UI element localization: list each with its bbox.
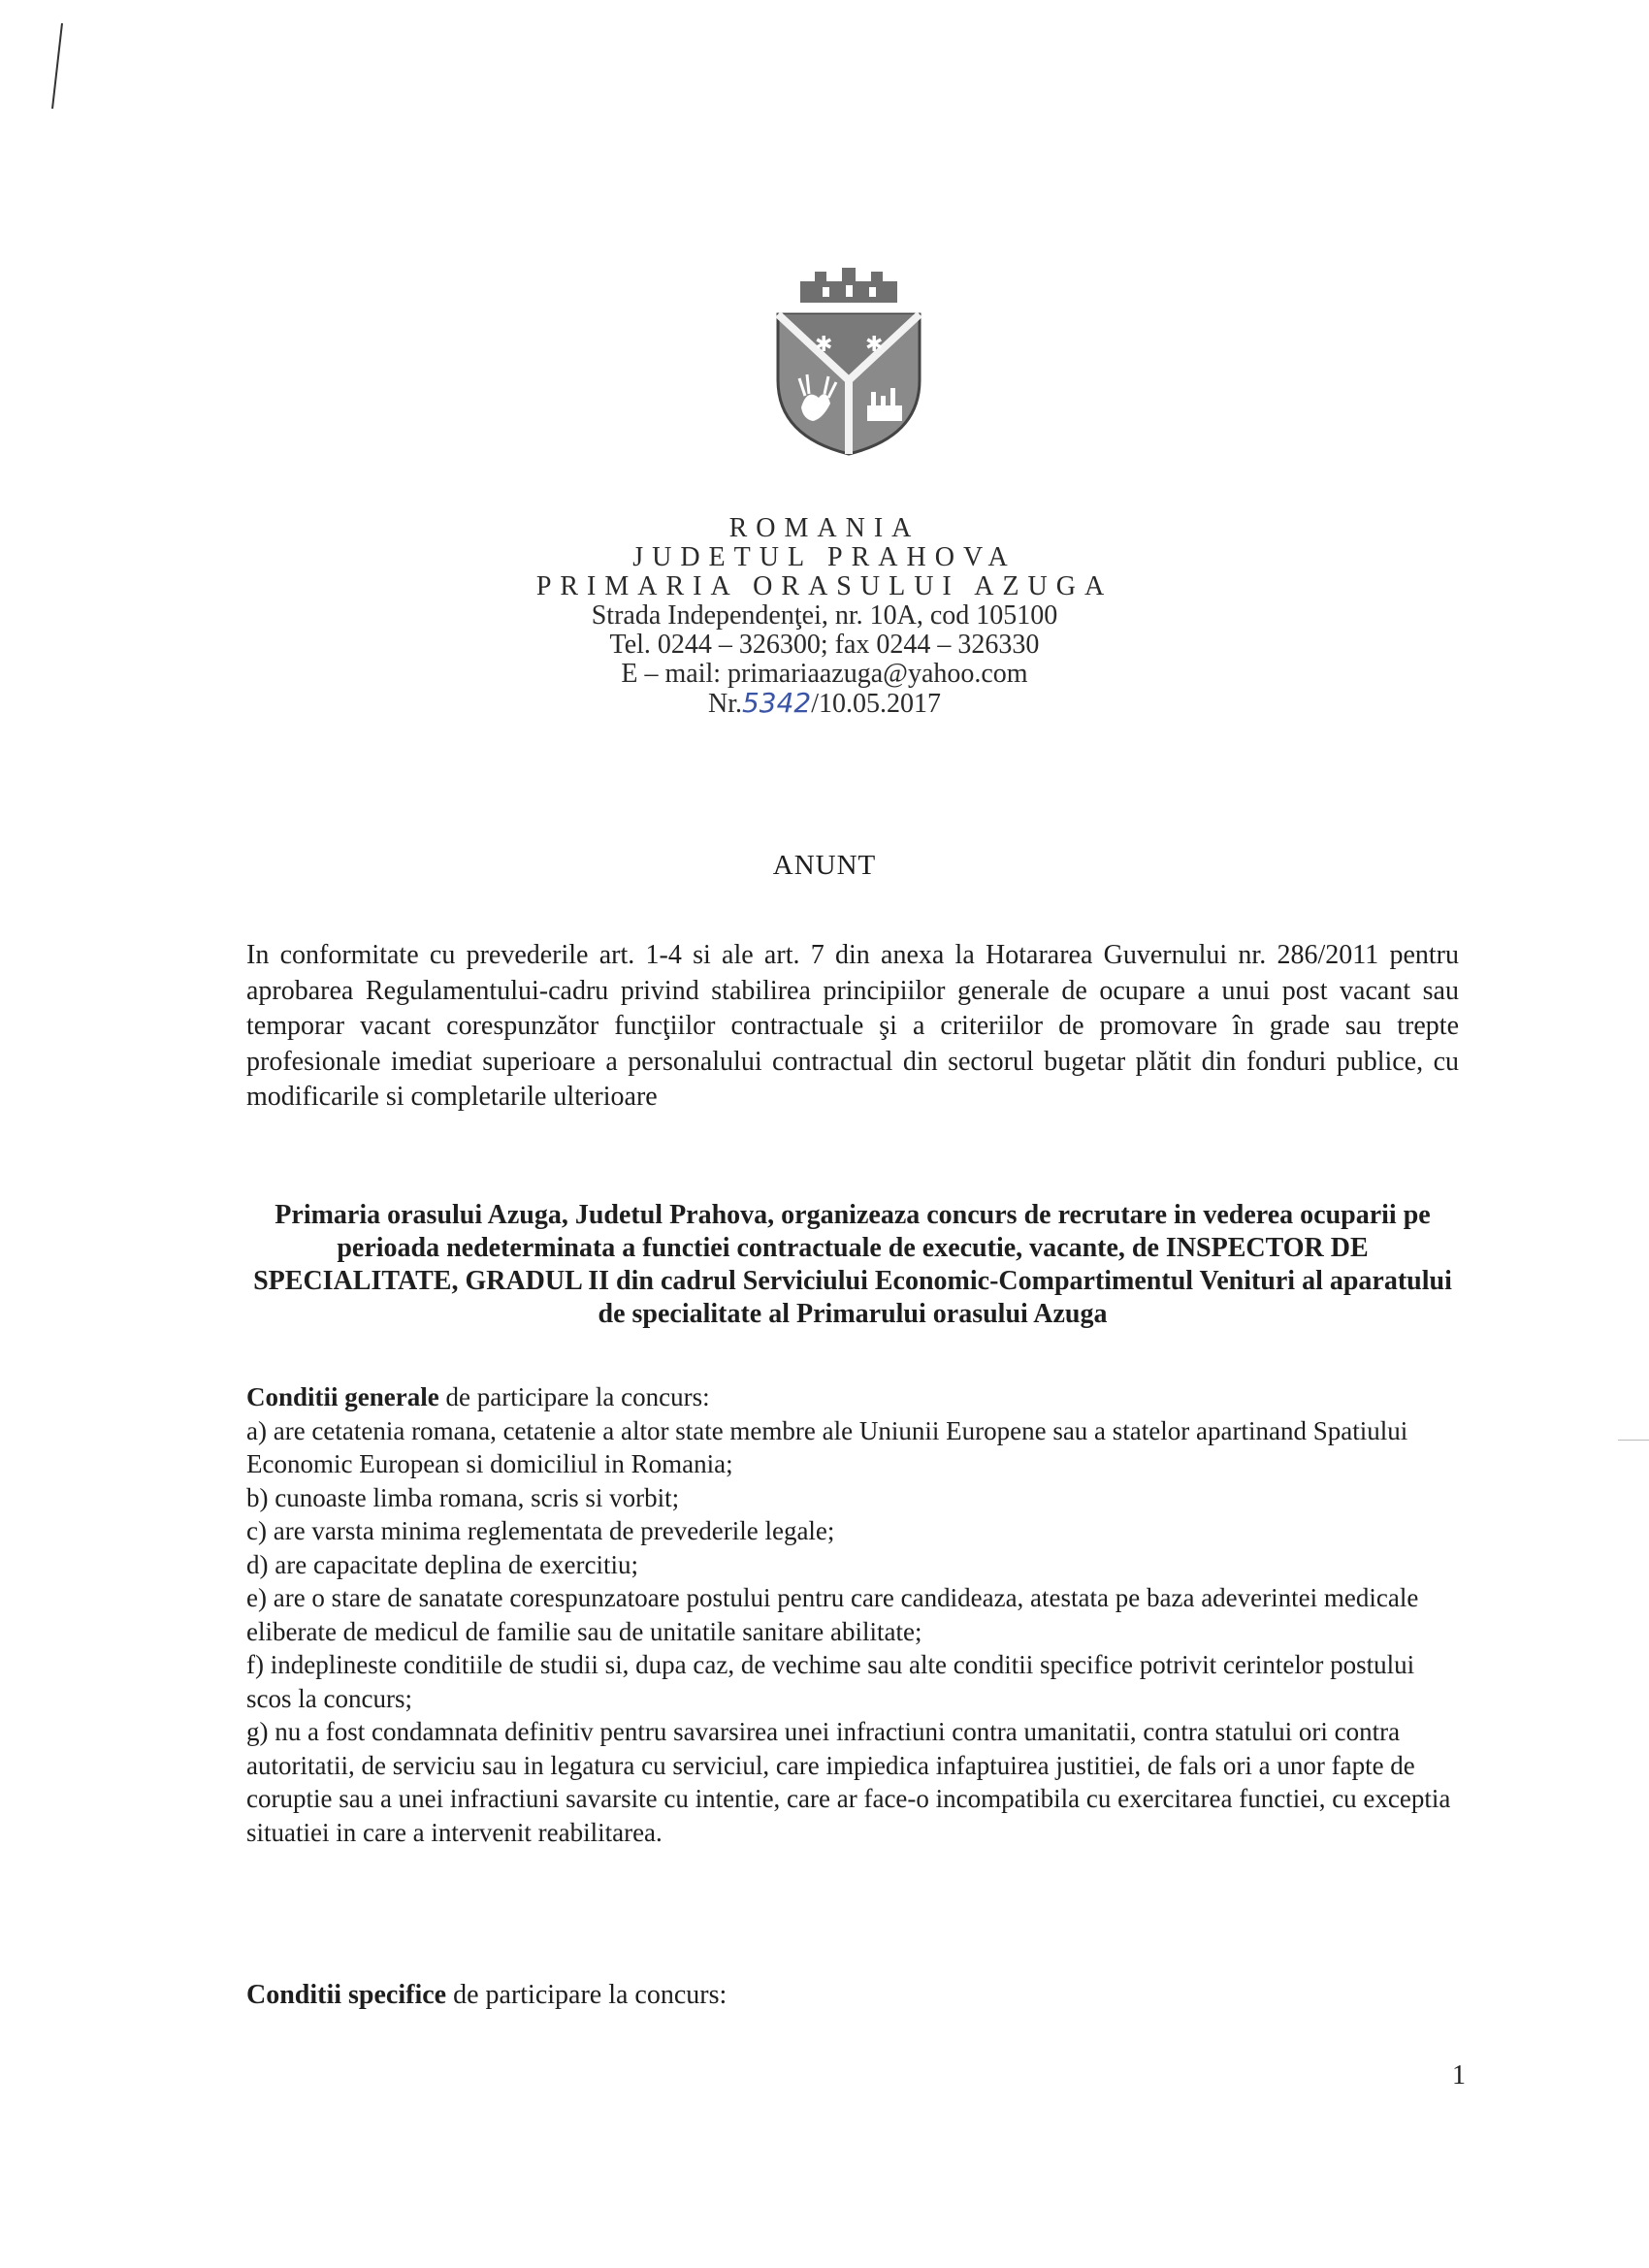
country-name: ROMANIA bbox=[728, 513, 921, 543]
document-title: ANUNT bbox=[772, 850, 877, 881]
legal-basis-paragraph: In conformitate cu prevederile art. 1-4 si ale art. 7 din anexa la Hotararea Guvernului nr. 286/2011 pentru aprobarea Regulamentului-cadru privind stabilirea principiilor generale de ocupare a unui post vacant sau temporar vacant corespunzător funcţiilor contractuale şi a criteriilor de promovare în grade sau trepte profesionale imediat superioare a personalului contractual din sectorul bugetar plătit din fonduri publice, cu modificarile si completarile ulterioare bbox=[246, 940, 1459, 1112]
condition-item: f) indeplineste conditiile de studii si, dupa caz, de vechime sau alte conditii specifice potrivit cerintelor postului scos la concurs; bbox=[246, 1650, 1415, 1713]
general-conditions-heading-rest: de participare la concurs: bbox=[438, 1382, 710, 1411]
condition-item: e) are o stare de sanatate corespunzatoare postului pentru care candideaza, atestata pe baza adeverintei medicale eliberate de medicul de familie sau de unitatile sanitare abilitate; bbox=[246, 1583, 1419, 1646]
registration-handwritten-number: 5342 bbox=[741, 687, 812, 719]
phone-fax-line: Tel. 0244 – 326300; fax 0244 – 326330 bbox=[609, 630, 1040, 660]
general-conditions-heading bbox=[246, 1380, 1459, 1414]
general-conditions-section bbox=[246, 1380, 1459, 1849]
page-number: 1 bbox=[1452, 2060, 1466, 2090]
email-line: E – mail: primariaazuga@yahoo.com bbox=[621, 659, 1028, 689]
letterhead bbox=[340, 514, 1310, 719]
svg-text:✱: ✱ bbox=[815, 333, 833, 357]
registration-date: /10.05.2017 bbox=[811, 689, 942, 719]
specific-conditions-heading bbox=[246, 1980, 727, 2011]
specific-conditions-heading-rest: de participare la concurs: bbox=[446, 1980, 728, 2010]
condition-item: g) nu a fost condamnata definitiv pentru savarsirea unei infractiuni contra umanitatii, contra statului ori contra autoritatii, de serviciu sau in legatura cu serviciul, care impiedica infaptuirea justitiei, de fals ori a unor fapte de coruptie sau a unei infractiuni savarsite cu intentie, care ar face-o incompatibila cu exercitarea functiei, cu exceptia situatiei in care a intervenit reabilitarea. bbox=[246, 1717, 1451, 1847]
institution-name: PRIMARIA ORASULUI AZUGA bbox=[535, 571, 1114, 601]
condition-item: b) cunoaste limba romana, scris si vorbit; bbox=[246, 1482, 680, 1512]
scan-edge-mark bbox=[1618, 1440, 1649, 1441]
competition-announcement: Primaria orasului Azuga, Judetul Prahova, organizeaza concurs de recrutare in vederea ocuparii pe perioada nedeterminata a functiei contractuale de executie, vacante, de INSPECTOR DE SPECIALITATE, GRADUL II din cadrul Serviciului Economic-Compartimentul Venituri al aparatului de specialitate al Primarului orasului Azuga bbox=[253, 1200, 1452, 1329]
condition-item: c) are varsta minima reglementata de prevederile legale; bbox=[246, 1516, 835, 1545]
general-conditions-heading-bold: Conditii generale bbox=[246, 1382, 439, 1411]
condition-item: d) are capacitate deplina de exercitiu; bbox=[246, 1549, 639, 1579]
registration-number bbox=[340, 689, 1310, 719]
address-line: Strada Independenţei, nr. 10A, cod 105100 bbox=[591, 600, 1058, 631]
condition-item: a) are cetatenia romana, cetatenie a altor state membre ale Uniunii Europene sau a statelor apartinand Spatiului Economic European si domiciliul in Romania; bbox=[246, 1415, 1408, 1478]
azuga-coat-of-arms-icon bbox=[766, 264, 931, 458]
county-name: JUDETUL PRAHOVA bbox=[632, 542, 1017, 572]
pen-stroke-mark bbox=[50, 21, 64, 111]
specific-conditions-heading-bold: Conditii specifice bbox=[246, 1980, 447, 2010]
registration-prefix: Nr. bbox=[707, 689, 742, 719]
svg-text:✱: ✱ bbox=[865, 333, 884, 357]
